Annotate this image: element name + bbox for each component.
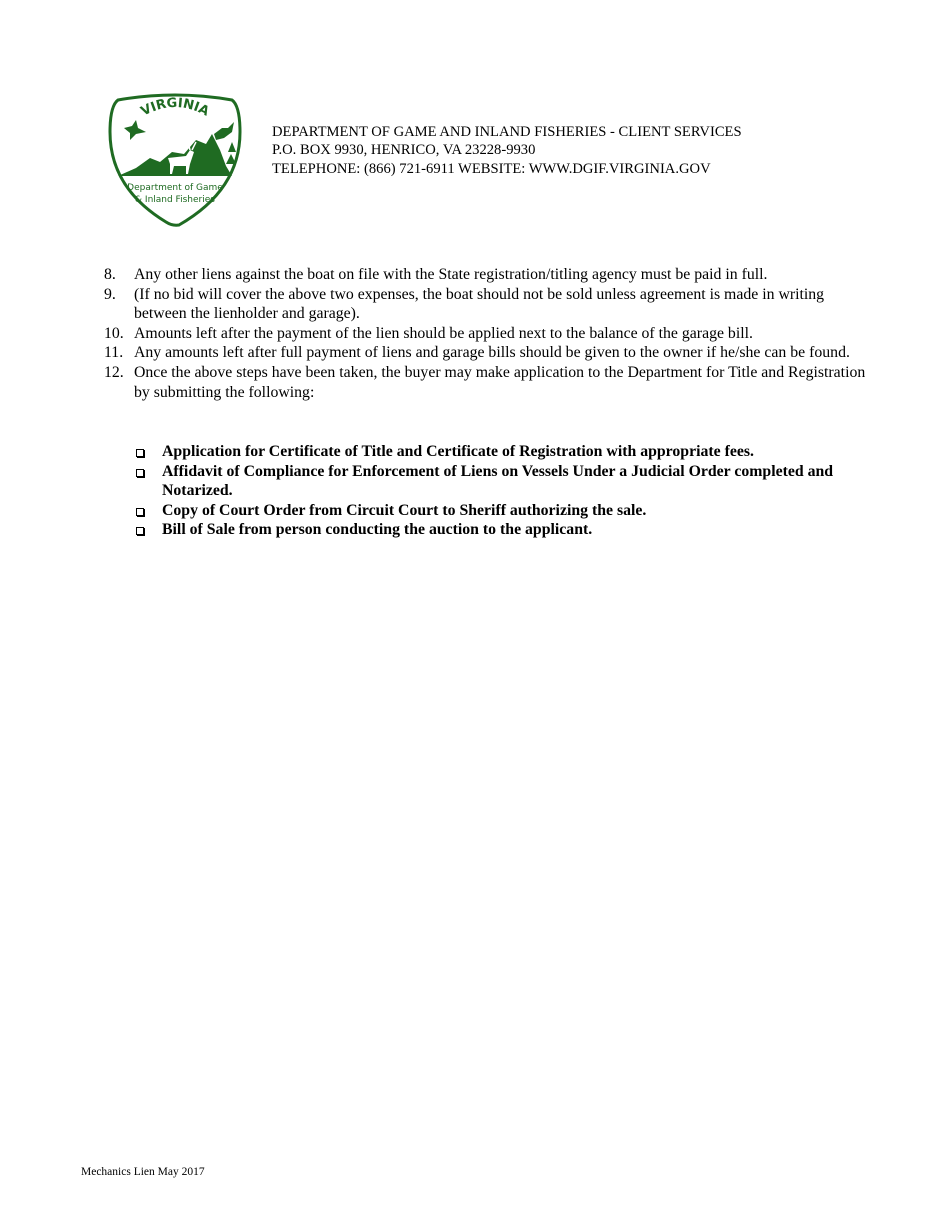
step-text: Amounts left after the payment of the lien should be applied next to the balance of the garage bill. bbox=[134, 324, 753, 342]
check-item-text: Copy of Court Order from Circuit Court to Sheriff authorizing the sale. bbox=[162, 501, 647, 519]
checkbox-bullet-icon bbox=[136, 527, 144, 535]
list-item bbox=[134, 462, 874, 501]
logo-line2: & Inland Fisheries bbox=[135, 195, 215, 205]
logo-arc-text: VIRGINIA bbox=[138, 95, 212, 120]
step-number: 11. bbox=[104, 344, 124, 362]
page-footer: Mechanics Lien May 2017 bbox=[81, 1166, 205, 1178]
step-text: (If no bid will cover the above two expenses, the boat should not be sold unless agreement is made in writing between the lienholder and garage). bbox=[134, 285, 825, 323]
step-number: 10. bbox=[104, 324, 124, 342]
header-line-3: TELEPHONE: (866) 721-6911 WEBSITE: WWW.DGIF.VIRGINIA.GOV bbox=[272, 160, 711, 177]
checkbox-bullet-icon bbox=[136, 469, 144, 477]
list-item bbox=[134, 501, 874, 521]
checkbox-bullet-icon bbox=[136, 449, 144, 457]
check-item-text: Application for Certificate of Title and Certificate of Registration with appropriate fees. bbox=[162, 443, 754, 460]
check-item-text: Bill of Sale from person conducting the auction to the applicant. bbox=[162, 521, 593, 539]
logo-line1: Department of Game bbox=[127, 183, 223, 193]
list-item bbox=[104, 343, 874, 363]
header-line-2: P.O. BOX 9930, HENRICO, VA 23228-9930 bbox=[272, 142, 536, 159]
step-number: 8. bbox=[104, 266, 116, 283]
list-item bbox=[104, 265, 874, 285]
list-item bbox=[104, 285, 874, 324]
list-item bbox=[104, 363, 874, 402]
required-documents-checklist bbox=[134, 442, 874, 540]
step-text: Any amounts left after full payment of liens and garage bills should be given to the owner if he/she can be found. bbox=[134, 344, 850, 362]
list-item bbox=[104, 324, 874, 344]
step-number: 9. bbox=[104, 285, 116, 303]
step-text: Any other liens against the boat on file with the State registration/titling agency must be paid in full. bbox=[134, 266, 768, 283]
dgif-logo-seal bbox=[106, 92, 244, 228]
numbered-steps-list bbox=[104, 265, 874, 402]
step-text: Once the above steps have been taken, the buyer may make application to the Department for Title and Registration by submitting the following: bbox=[134, 363, 866, 401]
check-item-text: Affidavit of Compliance for Enforcement of Liens on Vessels Under a Judicial Order completed and Notarized. bbox=[162, 462, 834, 500]
list-item bbox=[134, 442, 874, 462]
header-line-1: DEPARTMENT OF GAME AND INLAND FISHERIES - CLIENT SERVICES bbox=[272, 124, 742, 140]
list-item bbox=[134, 520, 874, 540]
step-number: 12. bbox=[104, 363, 124, 381]
agency-header bbox=[272, 123, 742, 178]
checkbox-bullet-icon bbox=[136, 508, 144, 516]
